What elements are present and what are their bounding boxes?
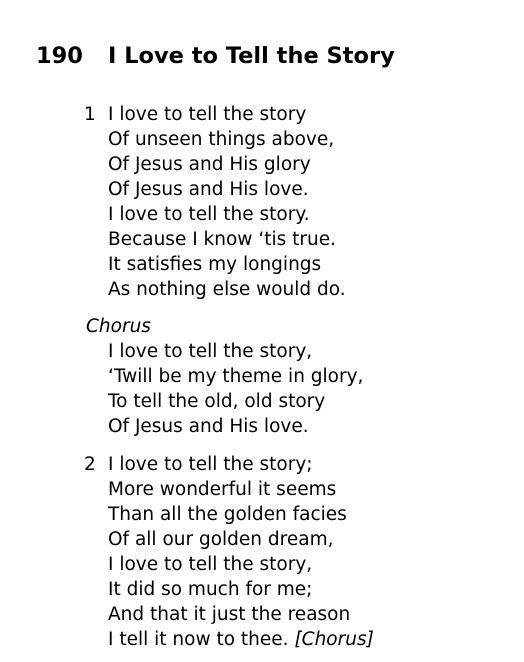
verse-lines [108,452,374,652]
verse-line-text: I tell it now to thee. [108,629,289,650]
verse-line: I love to tell the story [108,104,307,125]
verse-line: I love to tell the story, [108,554,313,575]
verse-line: I love to tell the story; [108,454,313,475]
chorus-reference: [Chorus] [294,629,374,650]
cropped-previous-text [118,0,268,2]
chorus-line: I love to tell the story, [108,341,313,362]
verse-line: As nothing else would do. [108,279,346,300]
verse-line: Of Jesus and His glory [108,154,311,175]
verse-line: Of unseen things above, [108,129,335,150]
verse-line [108,627,374,652]
verse-line: Than all the golden facies [108,504,347,525]
verse-line: Because I know ‘tis true. [108,229,336,250]
verse-line: And that it just the reason [108,604,351,625]
chorus-lines [108,339,363,439]
chorus-line: Of Jesus and His love. [108,416,309,437]
verse-line: It did so much for me; [108,579,313,600]
hymn-title: I Love to Tell the Story [108,43,395,69]
verse-line: I love to tell the story. [108,204,310,225]
verse-line: More wonderful it seems [108,479,337,500]
chorus-line: ‘Twill be my theme in glory, [108,366,364,387]
verse-number: 1 [84,104,96,125]
hymn-header [36,42,395,70]
verse-line: Of all our golden dream, [108,529,334,550]
verse-line: It satisfies my longings [108,254,322,275]
chorus-label: Chorus [86,316,151,337]
hymn-number: 190 [36,43,83,69]
verse-lines [108,102,346,302]
chorus-line: To tell the old, old story [108,391,326,412]
verse-line: Of Jesus and His love. [108,179,309,200]
verse-number: 2 [84,454,96,475]
